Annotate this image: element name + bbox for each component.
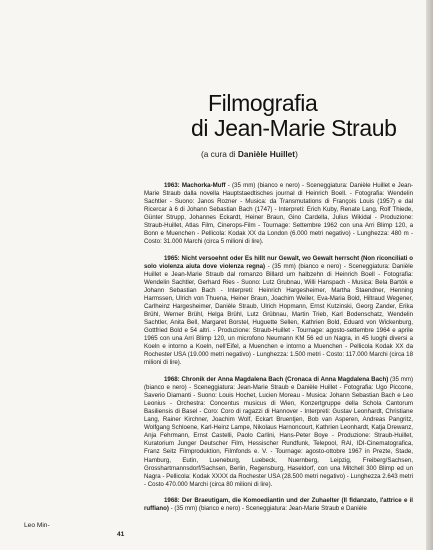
film-entry <box>144 255 413 368</box>
film-entry <box>144 497 413 513</box>
subtitle-prefix: (a cura di <box>201 149 238 159</box>
film-heading: 1968: Der Braeutigam, die Komoediantin und der Zuhaelter (Il fidanzato, l'attrice e il ruffiano) <box>144 497 413 513</box>
film-entry <box>144 376 413 489</box>
film-heading: 1965: Nicht versoehnt oder Es hillt nur Gewalt, wo Gewalt herrscht (Non riconciliati o solo violenza aiuta dove violenza regna) <box>144 254 413 270</box>
title-line-2: di Jean-Marie Straub <box>191 115 397 141</box>
film-details: - (35 mm) (bianco e nero) - Sceneggiatura: Danièle Huillet e Jean-Marie Straub dal romanzo Billard um halbzehn di Heinrich Boell - Fotografia: Wendelin Sachtler, Gerhard Ries - Suono: Lutz Grubnau, Willi Hanspach - Musica: Bela Bartók e Johann Sebastian Bach - Interpreti: Heinrich Hargesheimer, Martha Staendner, Henning Harmssen, Ulrich von Thuena, Heiner Braun, Joachim Weiler, Eva-Maria Bold, Hiltraud Wegener, Carlheinz Hargesheimer, Danièle Straub, Ulrich Hopmann, Ernst Kutzinski, Georg Zander, Erika Brühl, Werner Brühl, Helga Brühl, Lutz Grübnau, Martin Trieb, Karl Bodenschatz, Wendelin Sachtler, Anita Bell, Margaret Borstel, Huguette Sellen, Kathrien Bold, Eduard von Wickenburg, Gottfried Bold e 54 altri. - Produzione: Straub-Huillet - Tournage: agosto-settembre 1964 e aprile 1965 con una Arri Blimp 120, un microfono Neumann KM 56 ed un Nagra, in 45 luoghi diversi a Koeln e intorno a Koeln, nell'Eifel, a Muenchen e intorno a Muenchen - Pellicola Kodak XX da Rochester USA (19.000 metri negativo) - Lunghezza: 1.500 metri - Costo: 117.000 Marchi (circa 18 milioni di lire). <box>144 262 413 367</box>
subtitle-suffix: ) <box>295 149 298 159</box>
page-title <box>191 91 411 141</box>
film-heading: 1968: Chronik der Anna Magdalena Bach (Cronaca di Anna Magdalena Bach) <box>164 376 389 384</box>
page-edge <box>426 0 433 550</box>
footer-author: Leo Min- <box>24 522 50 529</box>
filmography-body <box>144 182 413 522</box>
film-details: (35 mm) (bianco e nero) - Sceneggiatura: Jean-Marie Straub e Danièle Huillet - Fotografia: Ugo Piccone, Saverio Diamanti - Suono: Louis Hochet, Lucien Moreau - Musica: Johann Sebastian Bach e Leo Leonius - Orchestra: Concentus musicus di Wien, Konzertgruppe della Schola Cantorum Basiliensis di Basel - Coro: Coro di ragazzi di Hannover - Interpreti: Gustav Leonhardt, Christiane Lang, Rainer Kirchner, Joachim Wolf, Eckart Bruentjen, Bob van Asperen, Andreas Pangritz, Wolfgang Schloene, Karl-Heinz Lampe, Nikolaus Harnoncourt, Kathrien Leonhardt, Katja Drewanz, Anja Fehrmann, Ernst Castelli, Paolo Carlini, Hans-Peter Boye - Produzione: Straub-Huillet, Kuratorium Junger Deutscher Film, Hessischer Rundfunk, Telepool, RAI, IDI-Cinematografica, Franz Seitz Filmproduktion, Filmfonds e. V. - Tournage: agosto-ottobre 1967 in Prezte, Stade, Hamburg, Eutin, Lueneburg, Luebeck, Nuernberg, Leipzig, Freiberg/Sachsen, Grosshartmannsdorf/Sachsen, Berlin, Regensburg, Haseldorf, con una Mitchell 300 Blimp ed un Nagra - Pellicola: Kodak XXXX da Rochester USA (28.500 metri negativo) - Lunghezza 2.643 metri - Costo 470.000 Marchi (circa 80 milioni di lire). <box>144 376 413 488</box>
subtitle <box>201 149 298 159</box>
film-details: - (35 mm) (bianco e nero) - Sceneggiatura: Danièle Huillet e Jean-Marie Straub dalla novella Hauptstaedtisches journal di Heinrich Boell. - Fotografia: Wendelin Sachtler - Suono: Janos Rozner - Musica: da Transmutations di François Louis (1957) e dal Ricercar à 6 di Johann Sebastian Bach (1747) - Interpreti: Erich Kuby, Renate Lang, Rolf Thiede, Günter Strupp, Johannes Eckardt, Heiner Braun, Gino Cardella, Julius Wikidal - Produzione: Straub-Huillet, Atlas Film, Cinerops-Film - Tournage: Settembre 1962 con una Arri Blimp 120, a Bonn e Muenchen - Pellicola: Kodak XX da London (6.000 metri negativo) - Lunghezza: 480 m - Costo: 31.000 Marchi (circa 5 milioni di lire). <box>144 182 413 246</box>
title-line-1: Filmografia <box>208 90 318 116</box>
subtitle-author: Danièle Huillet <box>237 149 296 159</box>
page-number: 41 <box>117 531 125 538</box>
film-entry <box>144 182 413 246</box>
film-details: - (35 mm) (bianco e nero) - Sceneggiatura: Jean-Marie Straub e Danièle <box>168 505 367 513</box>
film-heading: 1963: Machorka-Muff <box>164 182 226 189</box>
